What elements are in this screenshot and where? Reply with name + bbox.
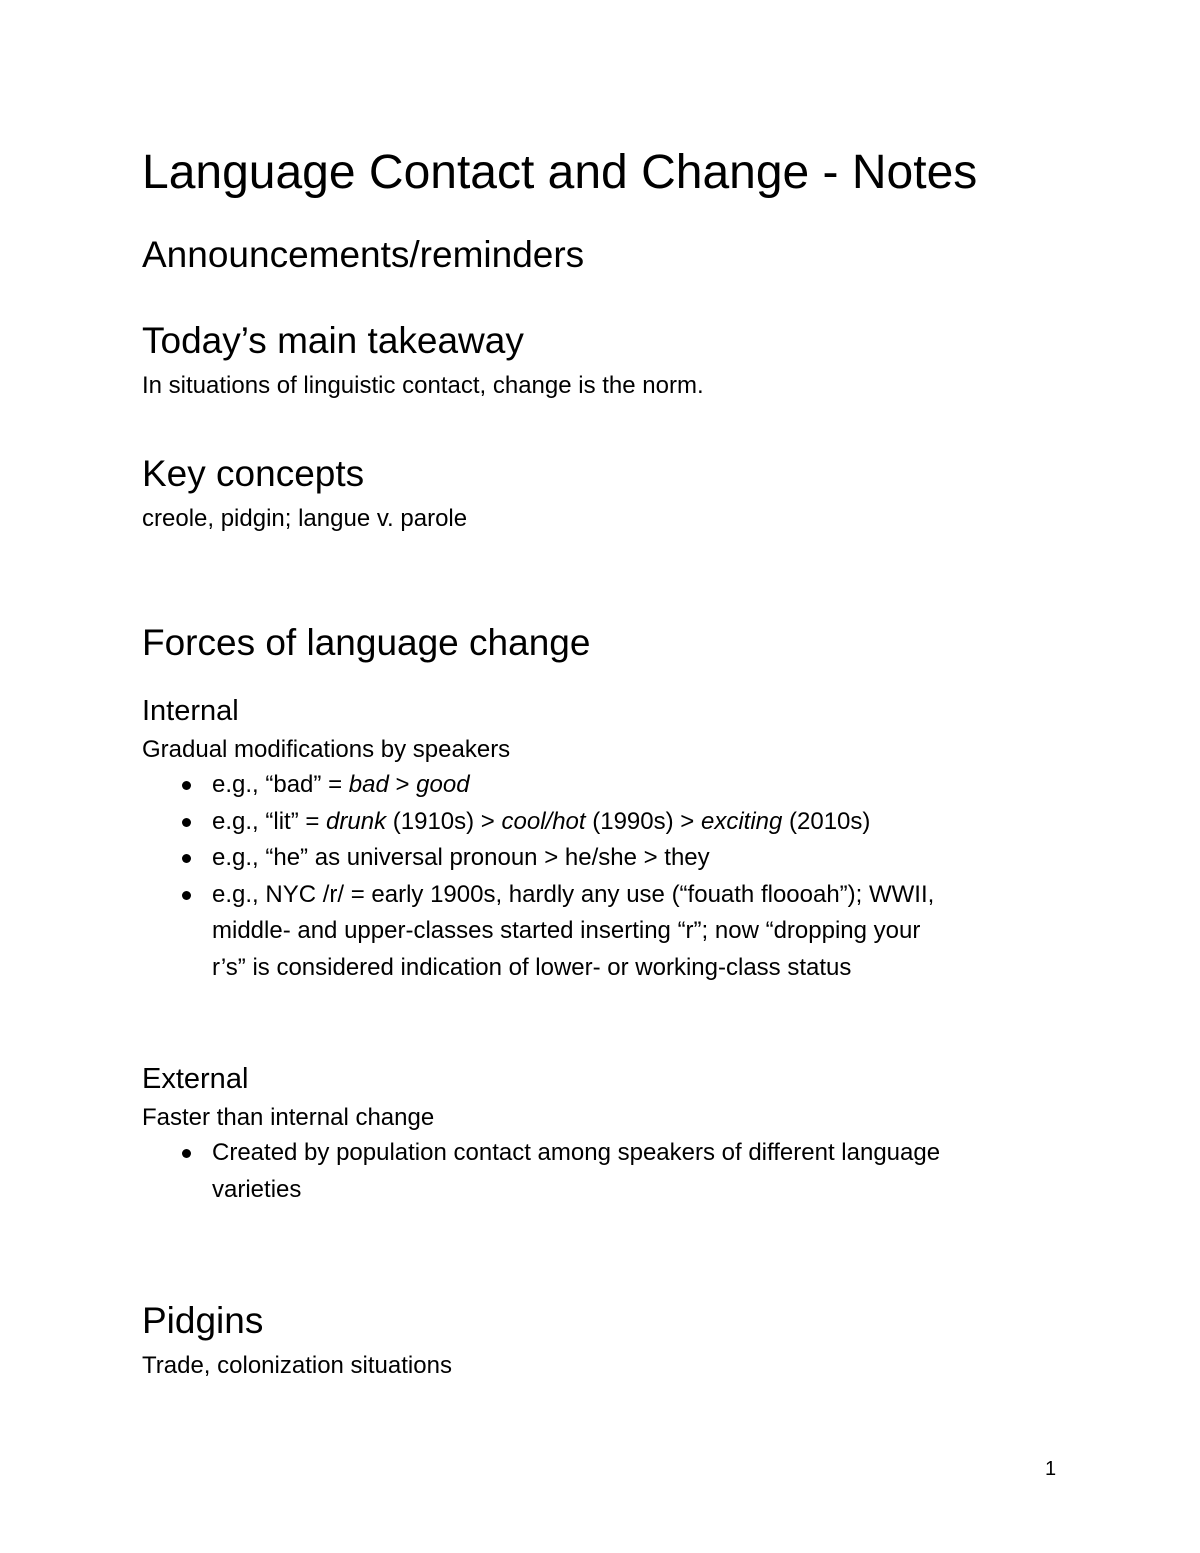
bullet-text: > xyxy=(388,771,417,798)
bullet-italic: exciting xyxy=(700,807,783,835)
bullet-icon xyxy=(182,781,191,790)
bullet-text: (2010s) xyxy=(782,807,871,835)
bullet-text: (1990s) > xyxy=(585,807,701,835)
bullet-text-line: varieties xyxy=(212,1175,302,1203)
heading-main-takeaway: Today’s main takeaway xyxy=(142,320,524,361)
pidgins-text: Trade, colonization situations xyxy=(142,1352,452,1379)
heading-forces-of-change: Forces of language change xyxy=(142,622,591,663)
list-item xyxy=(142,804,1072,841)
bullet-icon xyxy=(182,1149,191,1158)
bullet-italic: drunk xyxy=(326,807,387,835)
bullet-text: e.g., “lit” = xyxy=(212,807,327,835)
list-item xyxy=(142,877,1072,987)
external-bullet-list xyxy=(142,1135,1072,1208)
list-item xyxy=(142,840,1072,877)
bullet-icon xyxy=(182,818,191,827)
bullet-text-line: Created by population contact among speakers of different language xyxy=(212,1139,941,1166)
heading-pidgins: Pidgins xyxy=(142,1300,264,1341)
document-title: Language Contact and Change - Notes xyxy=(142,146,978,199)
bullet-icon xyxy=(182,854,191,863)
bullet-text: e.g., “bad” = xyxy=(212,771,349,798)
key-concepts-text: creole, pidgin; langue v. parole xyxy=(142,505,468,532)
internal-text: Gradual modifications by speakers xyxy=(142,736,511,763)
page-number: 1 xyxy=(1045,1458,1057,1480)
internal-bullet-list xyxy=(142,767,1072,986)
bullet-text-line: r’s” is considered indication of lower- or working-class status xyxy=(212,953,852,981)
takeaway-text: In situations of linguistic contact, change is the norm. xyxy=(142,372,704,399)
bullet-text-line: middle- and upper-classes started inserting “r”; now “dropping your xyxy=(212,917,921,944)
bullet-text-line: e.g., NYC /r/ = early 1900s, hardly any use (“fouath floooah”); WWII, xyxy=(212,880,935,908)
heading-key-concepts: Key concepts xyxy=(142,453,365,494)
page-content xyxy=(142,140,1072,1383)
bullet-italic: bad xyxy=(348,771,389,798)
bullet-icon xyxy=(182,891,191,900)
list-item xyxy=(142,1135,1072,1208)
bullet-italic: cool/hot xyxy=(501,807,586,835)
heading-internal: Internal xyxy=(142,695,239,727)
heading-external: External xyxy=(142,1063,249,1095)
bullet-text: e.g., “he” as universal pronoun > he/she > they xyxy=(212,844,710,871)
external-text: Faster than internal change xyxy=(142,1104,435,1131)
bullet-italic: good xyxy=(416,771,470,798)
heading-announcements: Announcements/reminders xyxy=(142,234,585,275)
bullet-text: (1910s) > xyxy=(386,807,502,835)
list-item xyxy=(142,767,1072,804)
